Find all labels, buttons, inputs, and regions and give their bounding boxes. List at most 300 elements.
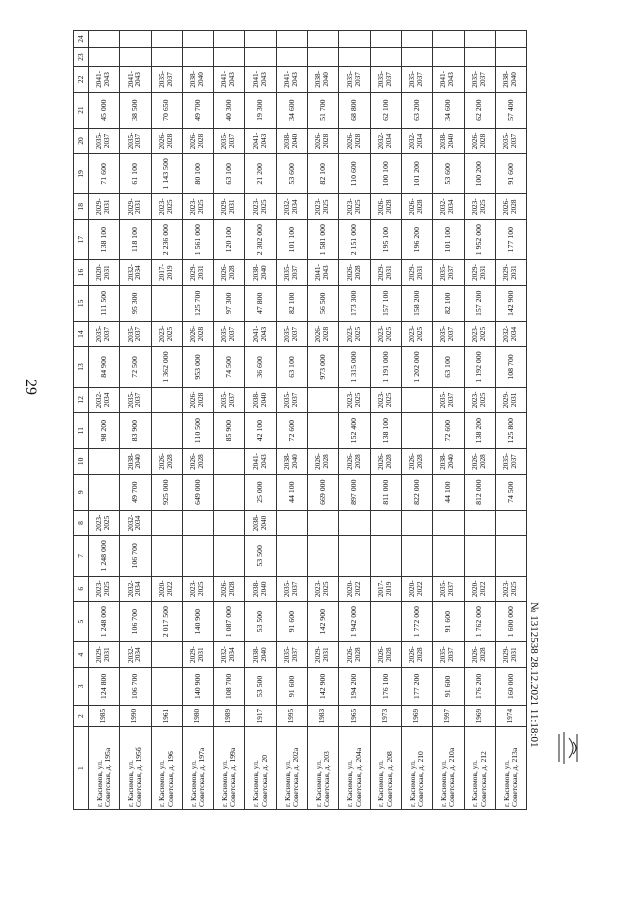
address-cell: г. Касимов, ул. Советская, д. 212 — [464, 727, 495, 810]
table-row — [182, 31, 213, 810]
year-cell: 1995 — [276, 706, 307, 727]
table-row — [245, 31, 276, 810]
year-cell: 1997 — [433, 706, 464, 727]
cost-cell: 72 600 — [433, 413, 464, 449]
cost-cell: 106 700 — [120, 667, 151, 705]
cost-cell: 1 315 000 — [339, 347, 370, 387]
cost-cell — [151, 536, 182, 576]
cost-cell: 973 000 — [308, 347, 339, 387]
cost-cell: 2 151 000 — [339, 219, 370, 259]
cost-cell — [182, 536, 213, 576]
cost-cell: 822 000 — [401, 474, 432, 510]
col-header: 17 — [74, 219, 89, 259]
cost-cell: 138 100 — [370, 413, 401, 449]
cost-cell: 71 600 — [89, 154, 120, 194]
period-cell: 2035-2037 — [89, 128, 120, 153]
period-cell — [401, 387, 432, 412]
period-cell: 2023-2025 — [464, 321, 495, 346]
period-cell: 2035-2037 — [276, 321, 307, 346]
col-header: 12 — [74, 387, 89, 412]
cost-cell: 53 500 — [245, 536, 276, 576]
cost-cell: 953 000 — [182, 347, 213, 387]
address-cell: г. Касимов, ул. Советская, д. 197а — [182, 727, 213, 810]
cost-cell: 97 300 — [214, 285, 245, 321]
period-cell — [182, 31, 213, 48]
period-cell: 2035-2037 — [401, 67, 432, 92]
period-cell: 2023-2025 — [464, 387, 495, 412]
period-cell: 2026-2028 — [151, 449, 182, 474]
period-cell: 2020-2022 — [339, 576, 370, 601]
cost-cell: 140 900 — [182, 667, 213, 705]
year-cell: 1974 — [495, 706, 526, 727]
cost-cell: 95 300 — [120, 285, 151, 321]
cost-cell: 82 100 — [308, 154, 339, 194]
cost-cell: 40 300 — [214, 92, 245, 128]
cost-cell: 160 000 — [495, 667, 526, 705]
cost-cell: 176 200 — [464, 667, 495, 705]
cost-cell: 44 100 — [276, 474, 307, 510]
period-cell: 2023-2025 — [182, 576, 213, 601]
period-cell — [495, 31, 526, 48]
period-cell: 2035-2037 — [495, 449, 526, 474]
cost-cell: 72 500 — [120, 347, 151, 387]
cost-cell — [214, 536, 245, 576]
cost-cell: 38 500 — [120, 92, 151, 128]
col-header: 18 — [74, 194, 89, 219]
cost-cell: 45 000 — [89, 92, 120, 128]
cost-cell: 62 200 — [464, 92, 495, 128]
cost-cell: 74 500 — [495, 474, 526, 510]
cost-cell — [151, 667, 182, 705]
period-cell: 2026-2028 — [401, 449, 432, 474]
cost-cell: 176 100 — [370, 667, 401, 705]
period-cell: 2035-2037 — [120, 321, 151, 346]
cost-cell: 49 700 — [120, 474, 151, 510]
period-cell: 2026-2028 — [214, 260, 245, 285]
period-cell: 2017-2019 — [151, 260, 182, 285]
col-header: 15 — [74, 285, 89, 321]
period-cell: 2026-2028 — [464, 449, 495, 474]
period-cell: 2026-2028 — [401, 642, 432, 667]
page-number: 29 — [22, 379, 39, 395]
col-header: 24 — [74, 31, 89, 48]
cost-cell: 44 100 — [433, 474, 464, 510]
cost-cell: 82 100 — [433, 285, 464, 321]
period-cell: 2038-2040 — [182, 67, 213, 92]
cost-cell — [276, 536, 307, 576]
period-cell — [308, 510, 339, 535]
cost-cell — [89, 48, 120, 67]
cost-cell: 177 200 — [401, 667, 432, 705]
period-cell: 2041-2043 — [245, 321, 276, 346]
cost-cell: 25 000 — [245, 474, 276, 510]
cost-cell — [401, 536, 432, 576]
table-row — [89, 31, 120, 810]
col-header: 23 — [74, 48, 89, 67]
period-cell: 2023-2025 — [495, 576, 526, 601]
cost-cell: 106 700 — [120, 602, 151, 642]
period-cell: 2035-2037 — [433, 321, 464, 346]
period-cell — [89, 449, 120, 474]
cost-cell: 194 200 — [339, 667, 370, 705]
cost-cell: 925 000 — [151, 474, 182, 510]
period-cell: 2035-2037 — [464, 67, 495, 92]
cost-cell — [214, 48, 245, 67]
period-cell — [276, 31, 307, 48]
cost-cell — [495, 536, 526, 576]
cost-cell: 108 700 — [214, 667, 245, 705]
cost-cell: 1 600 000 — [495, 602, 526, 642]
cost-cell: 142 900 — [308, 602, 339, 642]
cost-cell: 53 600 — [433, 154, 464, 194]
period-cell: 2041-2043 — [245, 67, 276, 92]
cost-cell: 2 017 500 — [151, 602, 182, 642]
period-cell: 2026-2028 — [214, 576, 245, 601]
col-header: 11 — [74, 413, 89, 449]
col-header: 5 — [74, 602, 89, 642]
year-cell: 1917 — [245, 706, 276, 727]
cost-cell: 21 200 — [245, 154, 276, 194]
period-cell: 2035-2037 — [120, 387, 151, 412]
period-cell: 2029-2031 — [89, 642, 120, 667]
cost-cell — [464, 48, 495, 67]
period-cell — [151, 387, 182, 412]
cost-cell: 108 700 — [495, 347, 526, 387]
period-cell: 2029-2031 — [182, 642, 213, 667]
period-cell — [401, 510, 432, 535]
cost-cell: 1 581 000 — [308, 219, 339, 259]
cost-cell — [308, 413, 339, 449]
period-cell: 2041-2043 — [245, 128, 276, 153]
cost-cell: 142 900 — [495, 285, 526, 321]
cost-cell: 62 100 — [370, 92, 401, 128]
period-cell — [433, 510, 464, 535]
period-cell: 2029-2031 — [120, 194, 151, 219]
cost-cell — [370, 536, 401, 576]
cost-cell: 1 952 000 — [464, 219, 495, 259]
table-row — [151, 31, 182, 810]
cost-cell: 49 700 — [182, 92, 213, 128]
period-cell: 2026-2028 — [182, 321, 213, 346]
period-cell: 2026-2028 — [464, 128, 495, 153]
cost-cell: 98 200 — [89, 413, 120, 449]
cost-cell: 138 100 — [89, 219, 120, 259]
cost-cell: 157 200 — [464, 285, 495, 321]
cost-cell: 138 200 — [464, 413, 495, 449]
period-cell: 2029-2031 — [495, 642, 526, 667]
year-cell: 1989 — [214, 706, 245, 727]
period-cell: 2041-2043 — [433, 67, 464, 92]
period-cell: 2038-2040 — [433, 449, 464, 474]
period-cell: 2032-2034 — [120, 642, 151, 667]
col-header: 20 — [74, 128, 89, 153]
period-cell — [370, 510, 401, 535]
period-cell: 2038-2040 — [120, 449, 151, 474]
cost-cell: 669 000 — [308, 474, 339, 510]
col-header: 14 — [74, 321, 89, 346]
period-cell: 2035-2037 — [339, 67, 370, 92]
cost-cell: 53 500 — [245, 602, 276, 642]
address-cell: г. Касимов, ул. Советская, д. 195б — [120, 727, 151, 810]
col-header: 22 — [74, 67, 89, 92]
period-cell: 2032-2034 — [495, 321, 526, 346]
period-cell — [214, 31, 245, 48]
period-cell — [214, 449, 245, 474]
cost-cell: 2 302 000 — [245, 219, 276, 259]
period-cell: 2023-2025 — [151, 194, 182, 219]
cost-cell: 1 087 000 — [214, 602, 245, 642]
cost-cell: 72 600 — [276, 413, 307, 449]
period-cell: 2038-2040 — [245, 576, 276, 601]
cost-cell: 1 191 000 — [370, 347, 401, 387]
cost-cell: 2 236 000 — [151, 219, 182, 259]
year-cell: 1969 — [401, 706, 432, 727]
cost-cell: 897 000 — [339, 474, 370, 510]
period-cell — [151, 642, 182, 667]
cost-cell: 53 600 — [276, 154, 307, 194]
year-cell: 1973 — [370, 706, 401, 727]
cost-cell: 70 650 — [151, 92, 182, 128]
period-cell — [339, 510, 370, 535]
address-cell: г. Касимов, ул. Советская, д. 203 — [308, 727, 339, 810]
period-cell: 2035-2037 — [370, 67, 401, 92]
period-cell: 2023-2025 — [308, 576, 339, 601]
period-cell: 2026-2028 — [370, 194, 401, 219]
cost-cell: 120 100 — [214, 219, 245, 259]
period-cell: 2023-2025 — [182, 194, 213, 219]
cost-cell: 101 100 — [433, 219, 464, 259]
period-cell: 2038-2040 — [276, 128, 307, 153]
cost-cell — [464, 536, 495, 576]
year-cell: 1985 — [89, 706, 120, 727]
period-cell: 2029-2031 — [464, 260, 495, 285]
address-cell: г. Касимов, ул. Советская, д. 213а — [495, 727, 526, 810]
period-cell: 2041-2043 — [120, 67, 151, 92]
period-cell: 2041-2043 — [214, 67, 245, 92]
period-cell: 2026-2028 — [464, 642, 495, 667]
cost-cell — [370, 602, 401, 642]
cost-cell: 57 400 — [495, 92, 526, 128]
period-cell: 2035-2037 — [433, 576, 464, 601]
period-cell — [214, 510, 245, 535]
table-row — [120, 31, 151, 810]
period-cell: 2023-2025 — [464, 194, 495, 219]
col-header: 9 — [74, 474, 89, 510]
table-row — [339, 31, 370, 810]
cost-cell: 91 600 — [276, 667, 307, 705]
period-cell: 2029-2031 — [370, 260, 401, 285]
cost-cell — [151, 48, 182, 67]
cost-cell — [151, 413, 182, 449]
cost-cell: 91 600 — [276, 602, 307, 642]
cost-cell — [308, 48, 339, 67]
col-header: 7 — [74, 536, 89, 576]
col-header: 16 — [74, 260, 89, 285]
period-cell: 2026-2028 — [308, 128, 339, 153]
col-header: 19 — [74, 154, 89, 194]
registration-number: № 1312538 28.12.2021 11:18:01 — [528, 602, 540, 748]
cost-cell: 34 600 — [276, 92, 307, 128]
period-cell: 2026-2028 — [308, 449, 339, 474]
period-cell: 2038-2040 — [308, 67, 339, 92]
table-row — [370, 31, 401, 810]
address-cell: г. Касимов, ул. Советская, д. 199а — [214, 727, 245, 810]
period-cell: 2038-2040 — [495, 67, 526, 92]
cost-cell: 1 202 000 — [401, 347, 432, 387]
period-cell — [120, 31, 151, 48]
period-cell: 2023-2025 — [401, 321, 432, 346]
period-cell: 2035-2037 — [214, 128, 245, 153]
cost-cell: 173 300 — [339, 285, 370, 321]
register-table-rotated — [73, 30, 531, 810]
period-cell: 2026-2028 — [495, 194, 526, 219]
cost-cell: 56 500 — [308, 285, 339, 321]
address-cell: г. Касимов, ул. Советская, д. 208 — [370, 727, 401, 810]
period-cell: 2026-2028 — [339, 642, 370, 667]
cost-cell — [308, 536, 339, 576]
col-header: 4 — [74, 642, 89, 667]
cost-cell: 196 200 — [401, 219, 432, 259]
period-cell: 2035-2037 — [433, 387, 464, 412]
cost-cell: 142 900 — [308, 667, 339, 705]
period-cell: 2032-2034 — [276, 194, 307, 219]
period-cell: 2026-2028 — [182, 387, 213, 412]
year-cell: 1990 — [120, 706, 151, 727]
period-cell — [182, 510, 213, 535]
table-row — [464, 31, 495, 810]
period-cell: 2020-2022 — [151, 576, 182, 601]
cost-cell: 61 100 — [120, 154, 151, 194]
cost-cell: 1 942 000 — [339, 602, 370, 642]
period-cell — [464, 31, 495, 48]
period-cell: 2029-2031 — [89, 194, 120, 219]
period-cell: 2035-2037 — [214, 321, 245, 346]
cost-cell: 91 600 — [495, 154, 526, 194]
period-cell: 2023-2025 — [370, 387, 401, 412]
period-cell: 2029-2031 — [401, 260, 432, 285]
address-cell: г. Касимов, ул. Советская, д. 204а — [339, 727, 370, 810]
cost-cell: 1 248 000 — [89, 536, 120, 576]
table-row — [276, 31, 307, 810]
cost-cell: 101 100 — [276, 219, 307, 259]
col-header: 13 — [74, 347, 89, 387]
cost-cell — [214, 474, 245, 510]
period-cell: 2032-2034 — [120, 510, 151, 535]
period-cell: 2029-2031 — [495, 387, 526, 412]
cost-cell: 82 100 — [276, 285, 307, 321]
cost-cell: 83 900 — [120, 413, 151, 449]
col-header: 1 — [74, 727, 89, 810]
cost-cell — [433, 536, 464, 576]
cost-cell: 811 000 — [370, 474, 401, 510]
cost-cell: 177 100 — [495, 219, 526, 259]
col-header: 8 — [74, 510, 89, 535]
table-row — [401, 31, 432, 810]
cost-cell — [339, 48, 370, 67]
cost-cell: 649 000 — [182, 474, 213, 510]
cost-cell: 91 600 — [433, 602, 464, 642]
cost-cell: 195 100 — [370, 219, 401, 259]
table-row — [308, 31, 339, 810]
cost-cell: 51 700 — [308, 92, 339, 128]
cost-cell: 1 192 000 — [464, 347, 495, 387]
cost-cell: 152 400 — [339, 413, 370, 449]
cost-cell: 158 200 — [401, 285, 432, 321]
period-cell: 2032-2034 — [214, 642, 245, 667]
period-cell: 2023-2025 — [89, 576, 120, 601]
address-cell: г. Касимов, ул. Советская, д. 195а — [89, 727, 120, 810]
cost-cell: 1 762 000 — [464, 602, 495, 642]
period-cell — [151, 31, 182, 48]
cost-cell: 140 900 — [182, 602, 213, 642]
cost-cell: 53 500 — [245, 667, 276, 705]
register-table — [73, 30, 527, 810]
cost-cell: 42 100 — [245, 413, 276, 449]
period-cell: 2023-2025 — [89, 510, 120, 535]
period-cell: 2032-2034 — [433, 194, 464, 219]
period-cell: 2038-2040 — [245, 260, 276, 285]
period-cell: 2023-2025 — [245, 194, 276, 219]
address-cell: г. Касимов, ул. Советская, д. 196 — [151, 727, 182, 810]
header-row — [74, 31, 89, 810]
cost-cell: 85 900 — [214, 413, 245, 449]
cost-cell: 125 700 — [182, 285, 213, 321]
cost-cell — [339, 536, 370, 576]
cost-cell — [151, 285, 182, 321]
period-cell: 2038-2040 — [245, 510, 276, 535]
period-cell: 2029-2031 — [214, 194, 245, 219]
period-cell: 2032-2034 — [401, 128, 432, 153]
table-row — [495, 31, 526, 810]
cost-cell — [433, 48, 464, 67]
period-cell: 2026-2028 — [308, 321, 339, 346]
cost-cell: 125 800 — [495, 413, 526, 449]
cost-cell: 1 248 000 — [89, 602, 120, 642]
period-cell: 2035-2037 — [276, 642, 307, 667]
cost-cell: 19 300 — [245, 92, 276, 128]
cost-cell: 36 600 — [245, 347, 276, 387]
cost-cell — [401, 413, 432, 449]
address-cell: г. Касимов, ул. Советская, д. 210 — [401, 727, 432, 810]
period-cell: 2023-2025 — [151, 321, 182, 346]
cost-cell — [89, 474, 120, 510]
cost-cell: 63 100 — [214, 154, 245, 194]
period-cell: 2020-2031 — [89, 260, 120, 285]
period-cell: 2020-2022 — [464, 576, 495, 601]
period-cell: 2032-2034 — [120, 576, 151, 601]
period-cell: 2026-2028 — [401, 194, 432, 219]
period-cell — [89, 31, 120, 48]
period-cell: 2026-2028 — [339, 260, 370, 285]
cost-cell: 1 772 000 — [401, 602, 432, 642]
cost-cell: 100 100 — [370, 154, 401, 194]
cost-cell: 84 900 — [89, 347, 120, 387]
cost-cell: 101 200 — [401, 154, 432, 194]
cost-cell: 74 500 — [214, 347, 245, 387]
period-cell — [370, 31, 401, 48]
cost-cell: 100 200 — [464, 154, 495, 194]
period-cell: 2023-2025 — [339, 321, 370, 346]
period-cell: 2035-2037 — [276, 576, 307, 601]
period-cell — [464, 510, 495, 535]
period-cell — [276, 510, 307, 535]
address-cell: г. Касимов, ул. Советская, д. 20 — [245, 727, 276, 810]
period-cell: 2023-2025 — [370, 321, 401, 346]
table-row — [433, 31, 464, 810]
col-header: 6 — [74, 576, 89, 601]
period-cell: 2035-2037 — [433, 642, 464, 667]
period-cell — [401, 31, 432, 48]
